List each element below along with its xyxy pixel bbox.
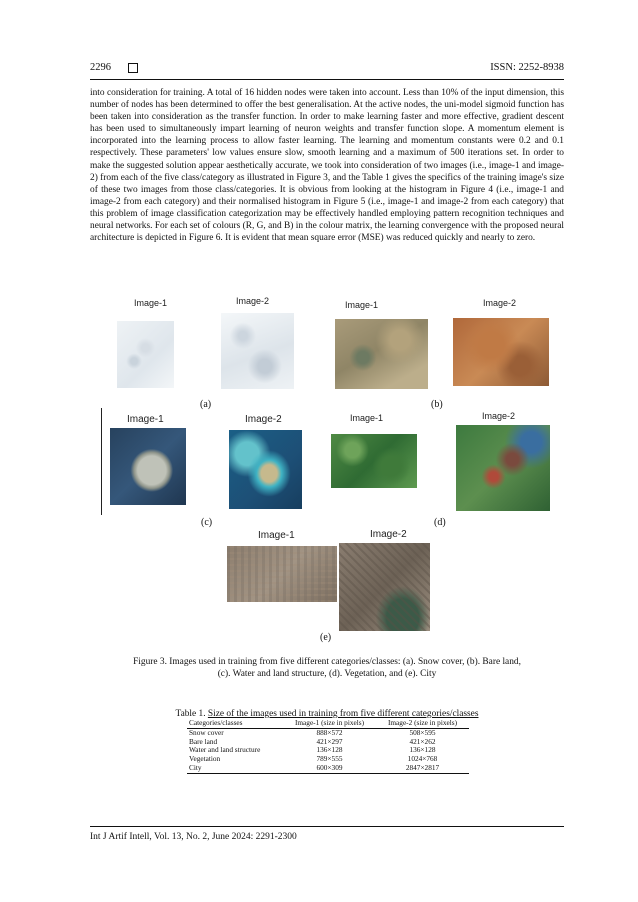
table-cell: Water and land structure	[189, 745, 261, 755]
caption-line-1: Figure 3. Images used in training from five different categories/classes: (a). Snow cover, (b). Bare land,	[133, 657, 521, 667]
image1-label-e: Image-1	[258, 530, 295, 541]
vegetation-image-2	[456, 425, 550, 511]
subfig-label-a: (a)	[200, 399, 212, 410]
table-cell: 421×262	[409, 736, 436, 746]
column-header: Image-1 (size in pixels)	[283, 719, 376, 728]
image2-label-b: Image-2	[483, 298, 517, 308]
bare-land-image-2	[453, 318, 549, 386]
issn: ISSN: 2252-8938	[490, 62, 564, 73]
city-image-2	[339, 543, 430, 631]
table-cell: 136×128	[409, 745, 436, 755]
header-rule	[90, 79, 564, 80]
vegetation-image-1	[331, 434, 417, 488]
snow-cover-image-2	[221, 313, 294, 389]
table-cell: 1024×768	[407, 754, 438, 764]
left-vertical-rule	[101, 408, 102, 515]
figure-caption	[90, 656, 564, 680]
table-cell: Vegetation	[189, 754, 221, 764]
water-land-image-1	[110, 428, 186, 505]
image2-label-e: Image-2	[370, 529, 407, 540]
table-row	[187, 764, 469, 773]
table-cell: 600×309	[283, 764, 376, 773]
table-cell: Bare land	[189, 736, 218, 746]
table-cell: 2847×2817	[376, 764, 469, 773]
table-header-row	[187, 719, 469, 728]
table-title-text: Size of the images used in training from five different categories/classes	[207, 709, 479, 719]
table-cell: City	[187, 764, 283, 773]
image-size-table	[187, 719, 469, 774]
body-paragraph: into consideration for training. A total of 16 hidden nodes were taken into account. Less than 10% of the input dimension, this number of nodes has been determined to offer the best generalisation. At the active nodes, the uni-model sigmoid function has been taken into consideration as the transfer function. In order to make learning faster and more effective, gradient descent has been used to simultaneously impart learning of neuron weights and transfer function slope. A momentum element is incorporated into the learning process to allow faster learning. The learning and momentum constants were 0.2 and 0.1 respectively. These parameters' low values ensure slow, smooth learning and a maximum of 500 iterations set. In order to make the suggested solution appear aesthetically accurate, we took into consideration of two images (i.e., image-1 and image-2) from each of the five class/category as illustrated in Figure 3, and the Table 1 gives the specifics of the training image's size of these two images from those class/categories. It is obvious from looking at the histogram in Figure 4 (i.e., image-1 and image-2 from each category) and their normalised histogram in Figure 5 (i.e., image-1 and image-2 from each category) that this problem of image classification categorization may be effectively handled employing pattern recognition techniques and neural networks. For each set of colours (R, G, and B) in the colour matrix, the learning convergence with the proposed neural architecture is depicted in Figure 6. It is evident that mean square error (MSE) was reduced quickly and nearly to zero.	[90, 88, 564, 244]
table-cell: 789×555	[316, 754, 343, 764]
subfig-label-c: (c)	[201, 517, 213, 528]
table-cell: 136×128	[316, 745, 343, 755]
table-cell: Snow cover	[189, 727, 224, 737]
image1-label-c: Image-1	[127, 414, 164, 425]
column-header: Categories/classes	[187, 719, 283, 728]
image2-label-a: Image-2	[236, 296, 270, 306]
image2-label-d: Image-2	[482, 411, 516, 421]
bare-land-image-1	[335, 319, 428, 389]
column-header: Image-2 (size in pixels)	[376, 719, 469, 728]
table-cell: 421×297	[316, 736, 343, 746]
subfig-label-e: (e)	[320, 632, 332, 643]
checkbox-square-icon	[128, 63, 138, 73]
page-number: 2296	[90, 62, 111, 73]
water-land-image-2	[229, 430, 302, 509]
running-header	[90, 62, 564, 76]
image1-label-a: Image-1	[134, 298, 168, 308]
footer-rule	[90, 826, 564, 827]
table-cell: 888×572	[316, 727, 343, 737]
subfig-label-b: (b)	[431, 399, 443, 410]
table-title-prefix: Table 1.	[175, 709, 208, 719]
image1-label-b: Image-1	[345, 300, 379, 310]
subfig-label-d: (d)	[434, 517, 446, 528]
table-cell: 508×595	[409, 727, 436, 737]
caption-line-2: (c). Water and land structure, (d). Vegetation, and (e). City	[217, 669, 437, 680]
snow-cover-image-1	[117, 321, 174, 388]
city-image-1	[227, 546, 337, 602]
journal-footer: Int J Artif Intell, Vol. 13, No. 2, June 2024: 2291-2300	[90, 832, 297, 842]
image2-label-c: Image-2	[245, 414, 282, 425]
image1-label-d: Image-1	[350, 413, 384, 423]
